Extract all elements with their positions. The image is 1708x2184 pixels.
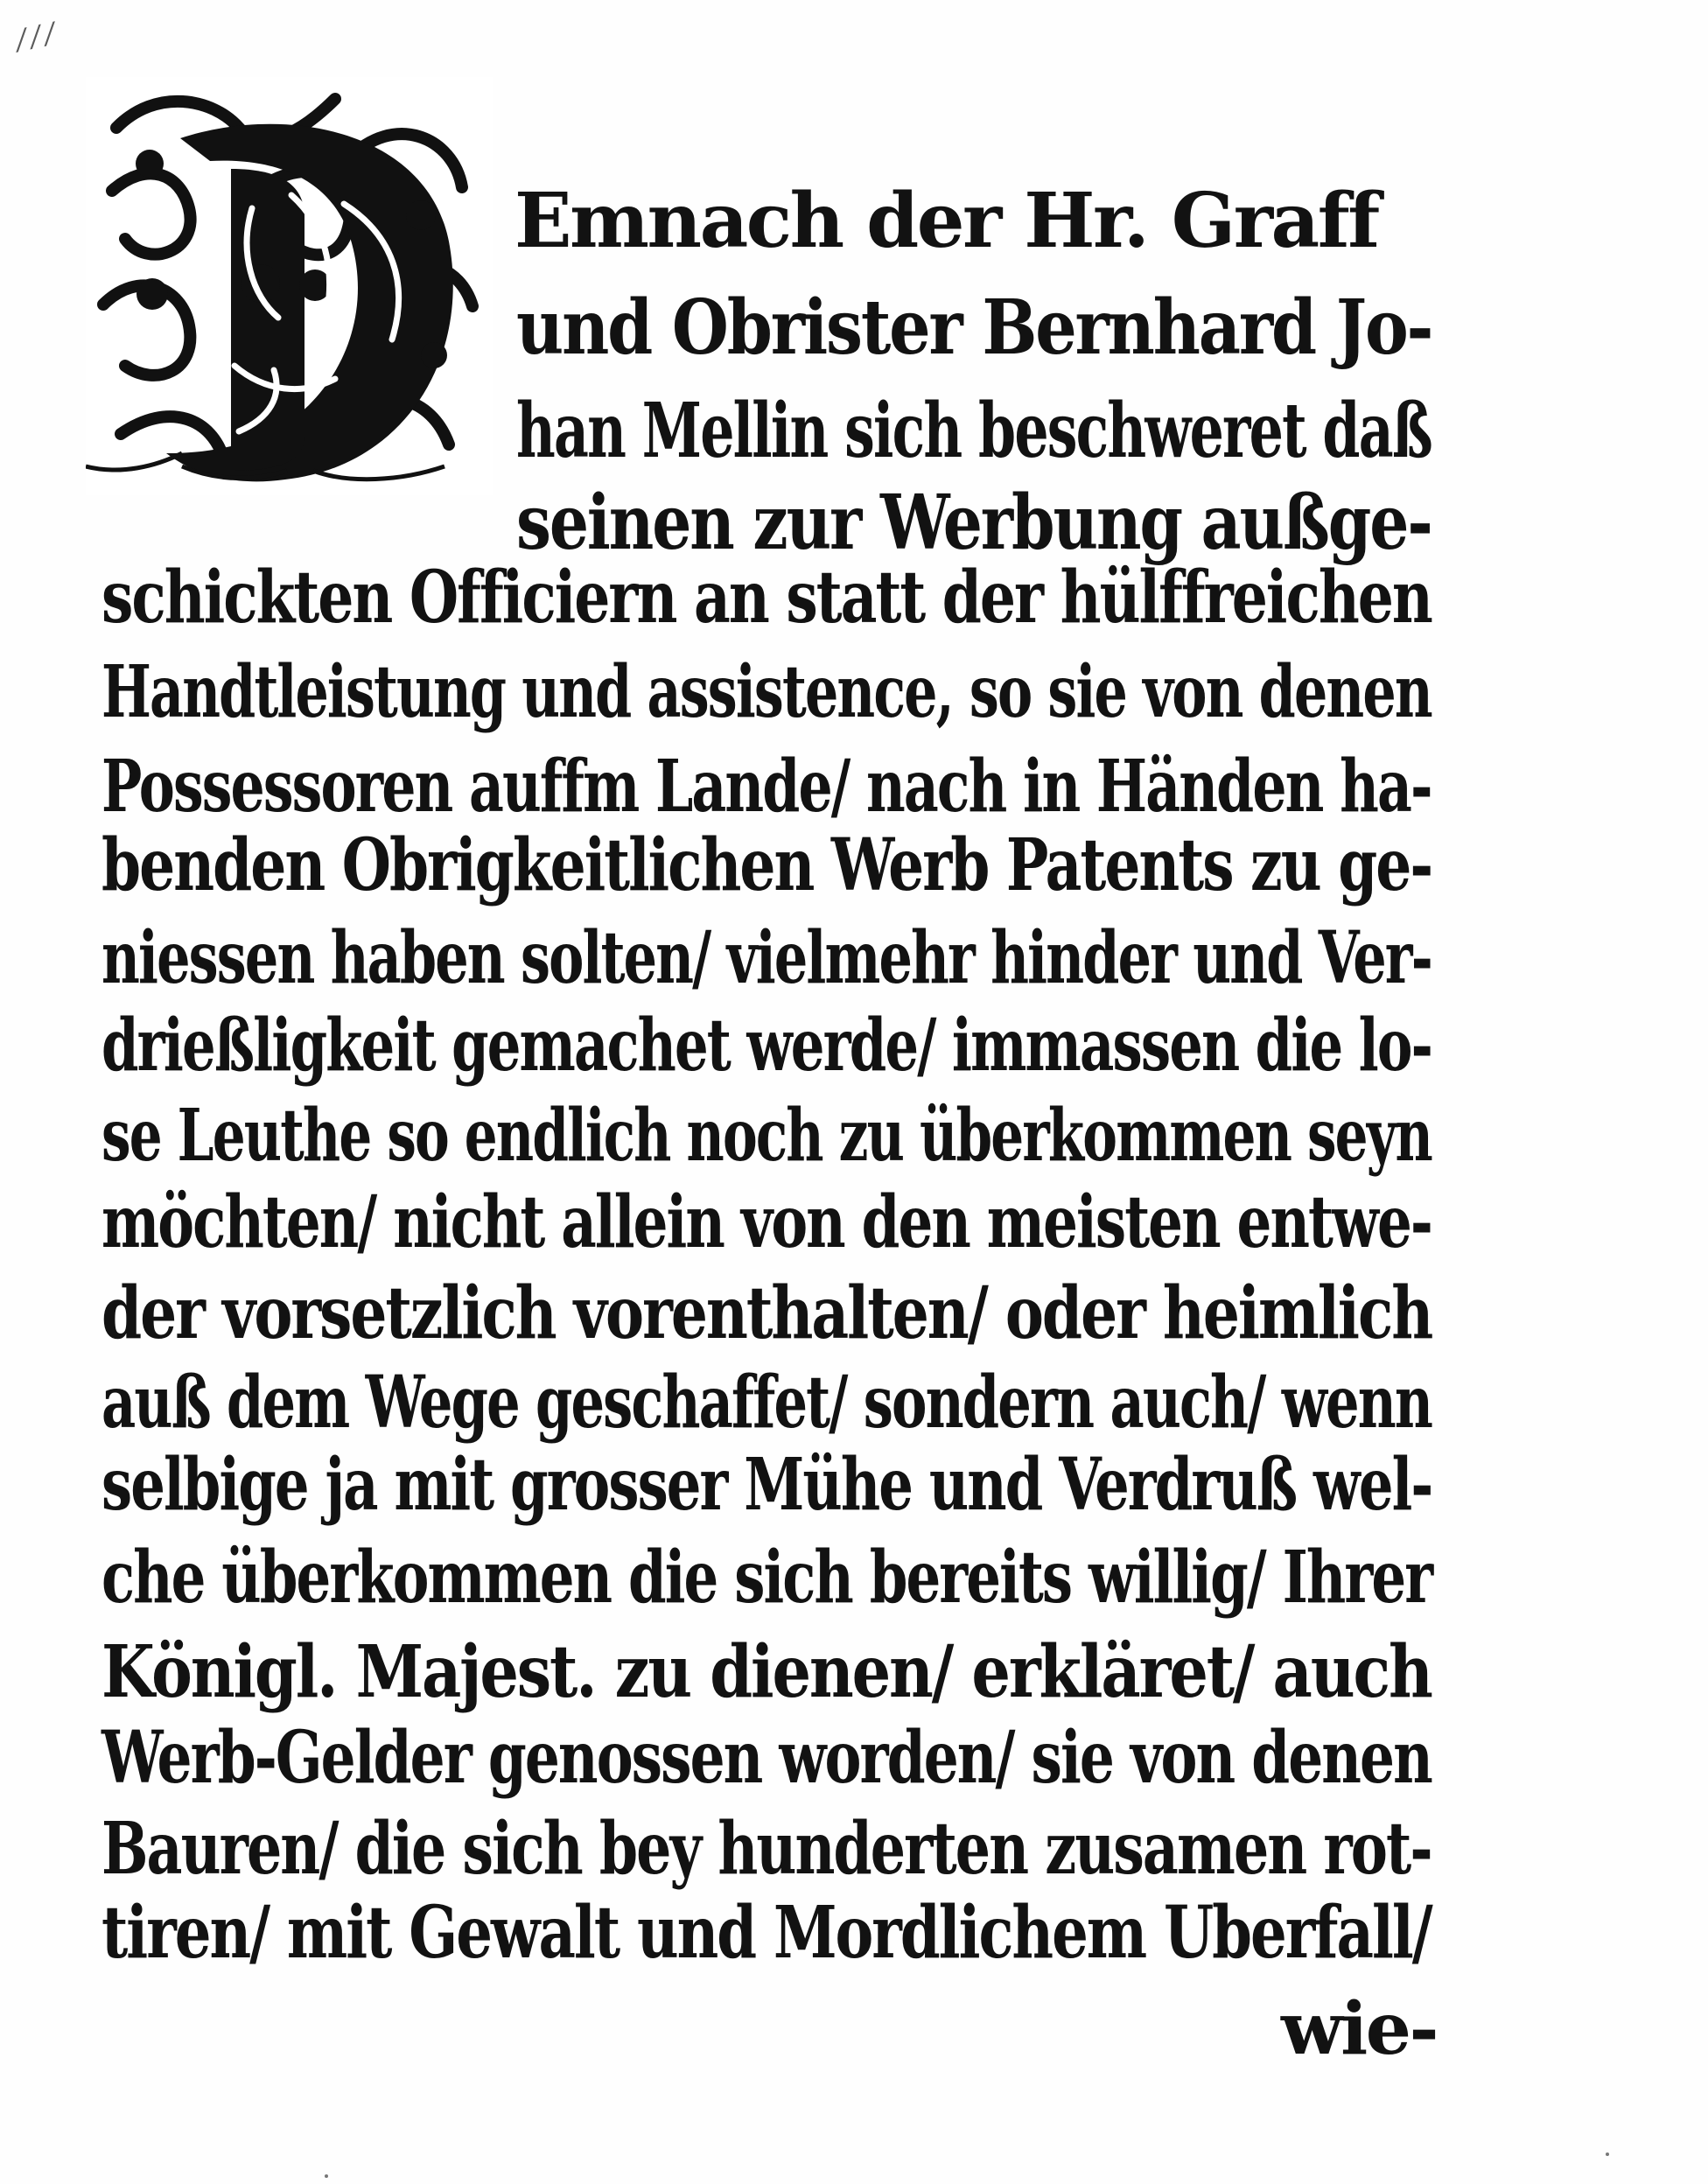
text-line-16: che überkommen die sich bereits willig/ Ihrer — [102, 1536, 1432, 1620]
text-line-6: Handtleistung und assistence, so sie von denen — [102, 650, 1432, 734]
decorated-initial-letter — [86, 77, 493, 495]
text-line-1: Emnach der Hr. Graff — [514, 177, 1378, 265]
text-line-11: se Leuthe so endlich noch zu überkommen seyn — [102, 1094, 1432, 1178]
text-line-4: seinen zur Werbung außge- — [516, 479, 1432, 567]
text-line-12: möchten/ nicht allein von den meisten entwe- — [102, 1180, 1432, 1264]
catchword: wie- — [1281, 1987, 1437, 2071]
text-line-17: Königl. Majest. zu dienen/ erkläret/ auch — [102, 1630, 1432, 1714]
paper-speck — [325, 2174, 328, 2178]
paper-speck — [1606, 2152, 1609, 2156]
text-line-5: schickten Officiern an statt der hülffreichen — [102, 556, 1432, 640]
text-line-13: der vorsetzlich vorenthalten/ oder heimlich — [102, 1271, 1432, 1355]
text-line-2: und Obrister Bernhard Jo- — [516, 284, 1432, 372]
handwritten-mark: ⁄ ⁄ ⁄ — [15, 17, 56, 60]
text-line-7: Possessoren auffm Lande/ nach in Händen ha- — [102, 745, 1432, 829]
text-line-19: Bauren/ die sich bey hunderten zusamen rot- — [102, 1807, 1432, 1891]
text-line-20: tiren/ mit Gewalt und Mordlichem Uberfall/ — [102, 1891, 1432, 1975]
text-line-3: han Mellin sich beschweret daß — [516, 387, 1432, 475]
text-line-9: niessen haben solten/ vielmehr hinder und Ver- — [102, 916, 1432, 1000]
text-line-10: drießligkeit gemachet werde/ immassen die lo- — [102, 1004, 1432, 1088]
text-line-15: selbige ja mit grosser Mühe und Verdruß wel- — [102, 1443, 1432, 1527]
text-line-8: benden Obrigkeitlichen Werb Patents zu ge- — [102, 823, 1432, 907]
text-line-18: Werb-Gelder genossen worden/ sie von denen — [102, 1716, 1432, 1800]
text-line-14: auß dem Wege geschaffet/ sondern auch/ wenn — [102, 1361, 1432, 1445]
